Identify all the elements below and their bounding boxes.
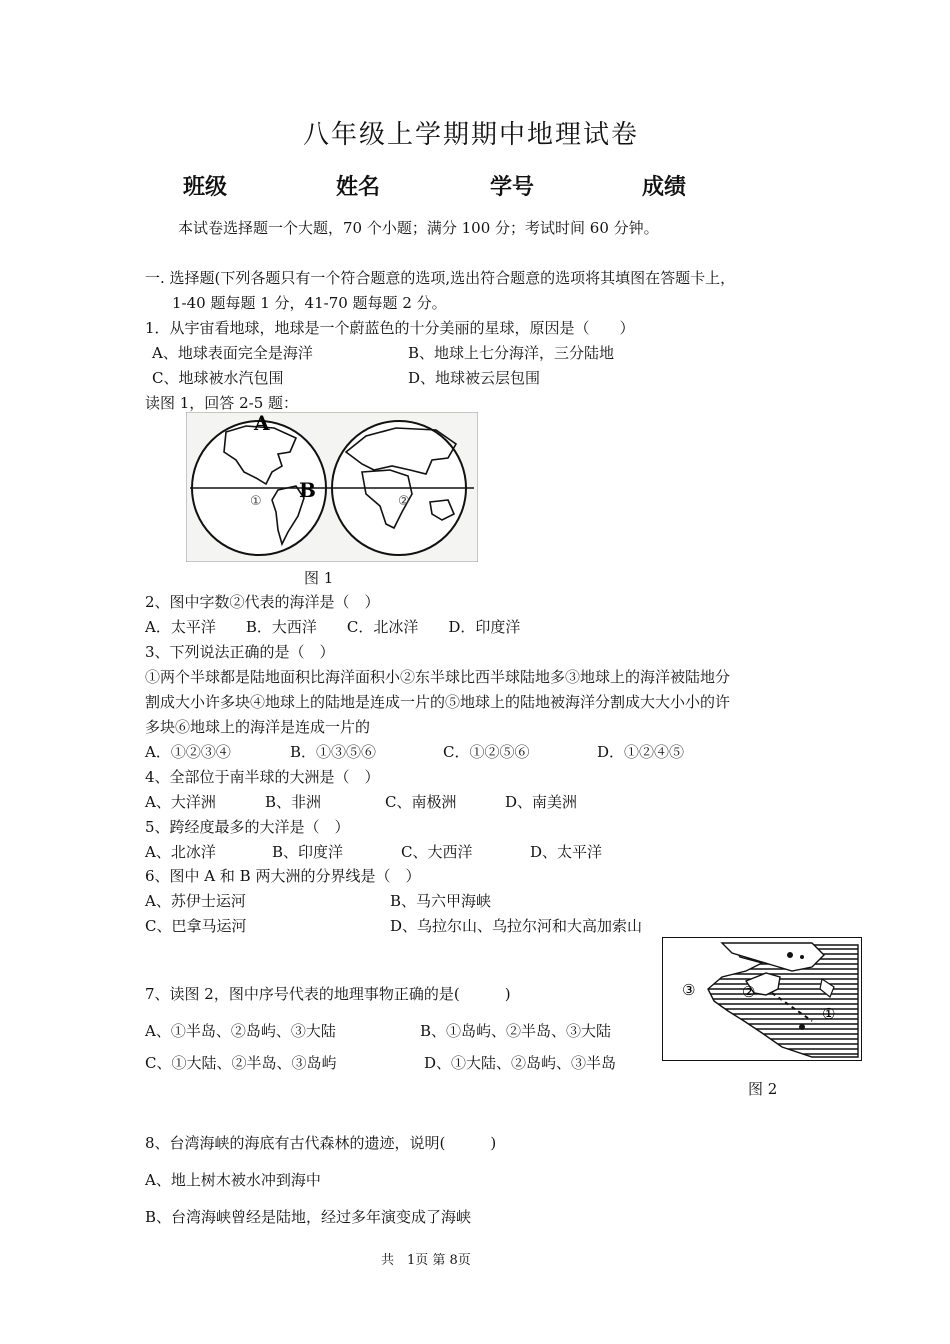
figure-2-caption: 图 2 (748, 1080, 778, 1098)
question-3: 3、下列说法正确的是（ ） (145, 643, 335, 661)
q1-option-d: D、地球被云层包围 (408, 369, 541, 387)
q4-option-a: A、大洋洲 (145, 793, 216, 811)
q3-option-a: A．①②③④ (145, 743, 231, 761)
fig1-marker-1: ① (250, 494, 262, 509)
figure-1-hemispheres (186, 412, 478, 562)
q5-option-c: C、大西洋 (401, 843, 473, 861)
figure-2-map (662, 937, 862, 1061)
q7-option-d: D、①大陆、②岛屿、③半岛 (424, 1054, 617, 1072)
field-score: 成绩 (642, 175, 687, 200)
q4-option-c: C、南极洲 (385, 793, 457, 811)
question-2: 2、图中字数②代表的海洋是（ ） (145, 593, 380, 611)
q3-body-line2: 割成大小许多块④地球上的陆地是连成一片的⑤地球上的陆地被海洋分割成大大小小的许 (145, 693, 731, 711)
q5-option-b: B、印度洋 (272, 843, 344, 861)
page-title: 八年级上学期期中地理试卷 (303, 120, 640, 150)
figure-1-caption: 图 1 (304, 569, 334, 587)
field-name: 姓名 (336, 175, 381, 200)
question-8: 8、台湾海峡的海底有古代森林的遗迹，说明( ) (145, 1134, 497, 1152)
section-heading: 一. 选择题(下列各题只有一个符合题意的选项,选出符合题意的选项将其填图在答题卡上， (145, 269, 736, 287)
q5-option-a: A、北冰洋 (145, 843, 216, 861)
read-figure-1: 读图 1，回答 2-5 题： (145, 394, 299, 412)
q1-option-a: A、地球表面完全是海洋 (152, 344, 313, 362)
q3-body-line3: 多块⑥地球上的海洋是连成一片的 (145, 718, 371, 736)
fig2-marker-1: ① (822, 1005, 836, 1023)
fig1-label-b: B (299, 478, 316, 502)
q6-option-b: B、马六甲海峡 (390, 892, 492, 910)
q1-option-c: C、地球被水汽包围 (152, 369, 284, 387)
fig1-marker-2: ② (398, 494, 410, 509)
q8-option-b: B、台湾海峡曾经是陆地，经过多年演变成了海峡 (145, 1208, 472, 1226)
field-student-id: 学号 (490, 175, 535, 200)
instructions: 本试卷选择题一个大题，70 个小题；满分 100 分；考试时间 60 分钟。 (178, 219, 659, 237)
section-heading-line2: 1-40 题每题 1 分，41-70 题每题 2 分。 (172, 294, 447, 312)
q4-option-d: D、南美洲 (505, 793, 578, 811)
q5-option-d: D、太平洋 (530, 843, 603, 861)
q3-option-b: B．①③⑤⑥ (290, 743, 377, 761)
page-footer: 共 1页 第 8页 (381, 1253, 471, 1268)
fig1-label-a: A (254, 412, 270, 435)
q6-option-d: D、乌拉尔山、乌拉尔河和大高加索山 (390, 917, 643, 935)
field-class: 班级 (183, 175, 228, 200)
question-6: 6、图中 A 和 B 两大洲的分界线是（ ） (145, 867, 421, 885)
q4-option-b: B、非洲 (265, 793, 322, 811)
q7-option-c: C、①大陆、②半岛、③岛屿 (145, 1054, 337, 1072)
q3-option-c: C．①②⑤⑥ (443, 743, 530, 761)
question-5: 5、跨经度最多的大洋是（ ） (145, 818, 350, 836)
q7-option-b: B、①岛屿、②半岛、③大陆 (420, 1022, 612, 1040)
q3-option-d: D．①②④⑤ (597, 743, 685, 761)
question-1: 1．从宇宙看地球，地球是一个蔚蓝色的十分美丽的星球，原因是（ ） (145, 319, 635, 337)
q2-options: A．太平洋 B．大西洋 C．北冰洋 D．印度洋 (145, 618, 521, 636)
fig2-marker-3: ③ (682, 981, 696, 999)
q1-option-b: B、地球上七分海洋，三分陆地 (408, 344, 615, 362)
q7-option-a: A、①半岛、②岛屿、③大陆 (145, 1022, 336, 1040)
q3-body-line1: ①两个半球都是陆地面积比海洋面积小②东半球比西半球陆地多③地球上的海洋被陆地分 (145, 668, 731, 686)
q6-option-a: A、苏伊士运河 (145, 892, 246, 910)
q6-option-c: C、巴拿马运河 (145, 917, 247, 935)
q8-option-a: A、地上树木被水冲到海中 (145, 1171, 321, 1189)
question-4: 4、全部位于南半球的大洲是（ ） (145, 768, 380, 786)
question-7: 7、读图 2，图中序号代表的地理事物正确的是( ) (145, 985, 511, 1003)
fig2-marker-2: ② (742, 983, 756, 1001)
